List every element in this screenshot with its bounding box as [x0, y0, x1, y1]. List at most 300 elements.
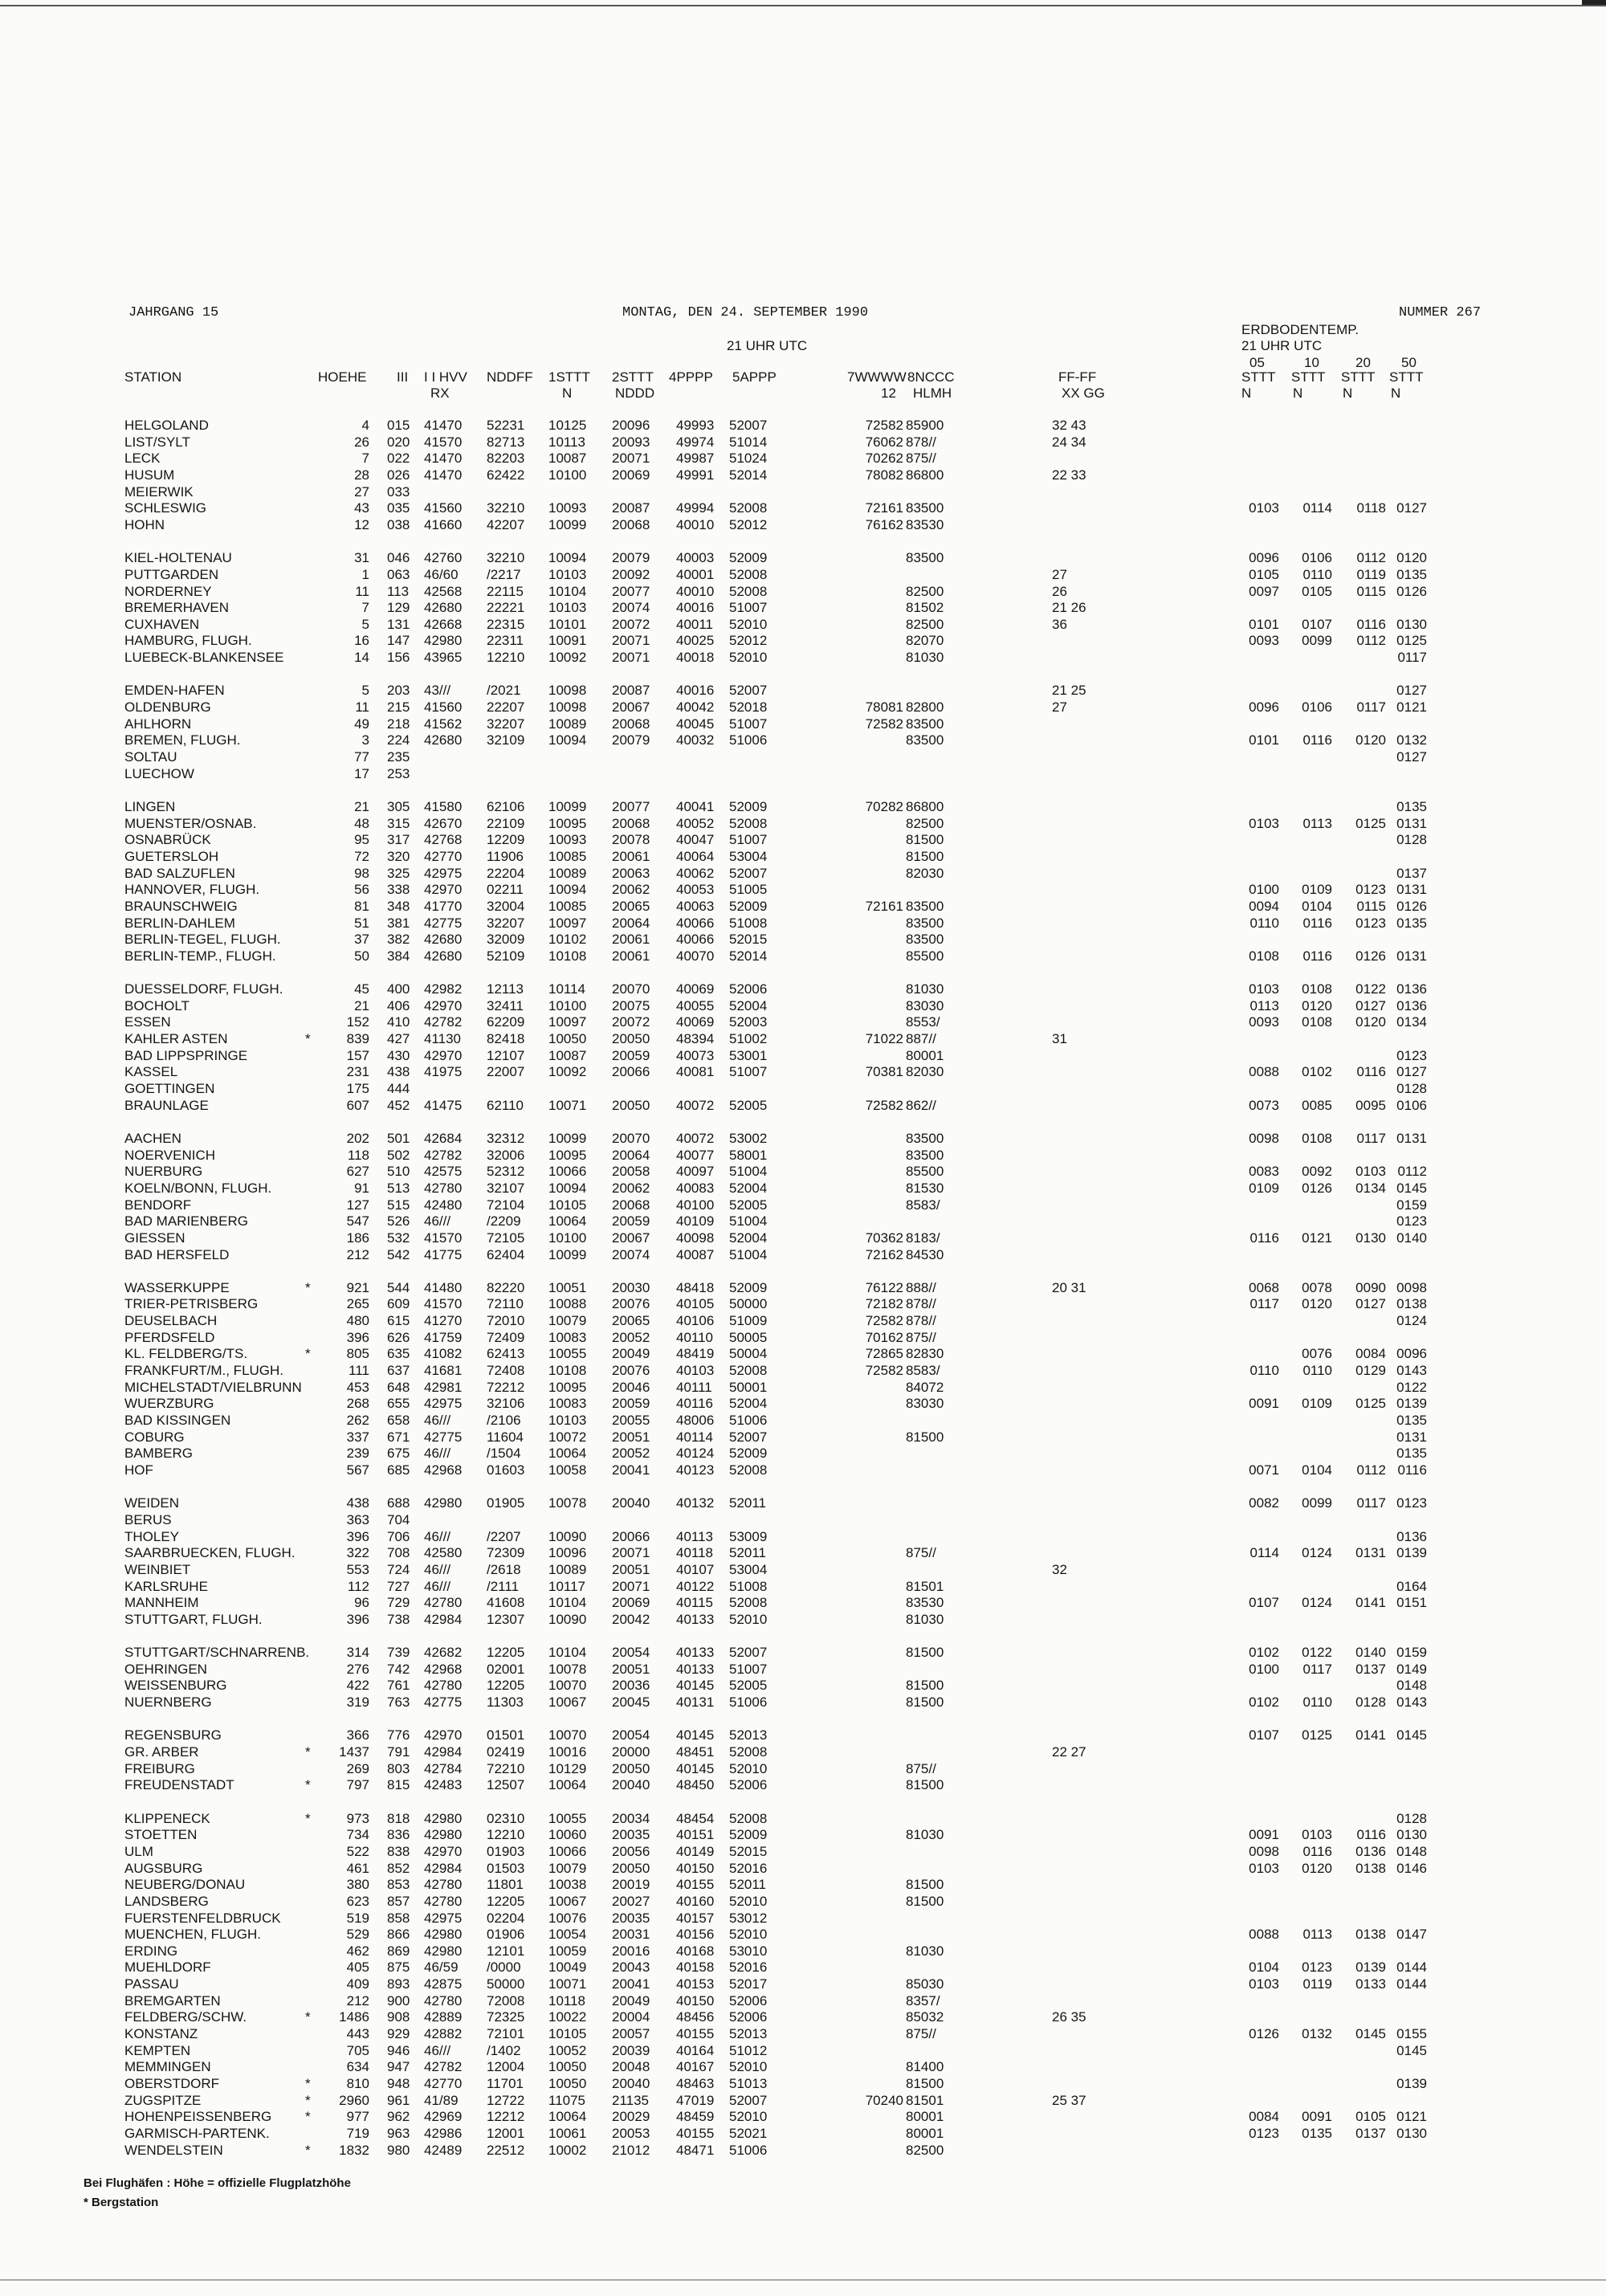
cell-nddff: /1504	[487, 1446, 521, 1462]
cell-ppp: 40097	[676, 1164, 715, 1180]
cell-iii: 727	[387, 1578, 410, 1594]
cell-nddff: 02211	[487, 882, 524, 898]
cell-stt2: 20092	[612, 566, 650, 582]
cell-nddff: 52109	[487, 948, 525, 964]
cell-ww: 72582	[865, 716, 903, 732]
cell-iihvv: 42980	[424, 1943, 463, 1959]
cell-ncc: 81400	[906, 2059, 944, 2075]
cell-stt2: 20077	[612, 798, 650, 814]
cell-hoehe: 202	[346, 1130, 369, 1146]
cell-ww: 78081	[865, 699, 903, 716]
cell-stt1: 10064	[548, 2109, 587, 2125]
cell-iii: 015	[387, 418, 410, 433]
cell-hoehe: 268	[346, 1396, 369, 1412]
cell-stt2: 20016	[612, 1943, 650, 1959]
cell-hoehe: 91	[354, 1180, 369, 1196]
cell-nddff: 32109	[487, 732, 525, 748]
cell-hoehe: 1	[361, 566, 369, 582]
cell-iii: 022	[387, 451, 410, 467]
cell-app: 51004	[729, 1246, 768, 1262]
cell-ppp: 40073	[676, 1047, 715, 1063]
cell-hoehe: 337	[346, 1429, 369, 1445]
cell-ppp: 40001	[676, 566, 715, 582]
cell-app: 53001	[729, 1047, 768, 1063]
cell-stt1: 10102	[548, 932, 587, 948]
cell-nddff: 11906	[487, 848, 524, 864]
cell-name: AACHEN	[124, 1130, 181, 1146]
cell-stt1: 10099	[548, 516, 587, 532]
cell-app: 52003	[729, 1014, 768, 1030]
cell-stt1: 10050	[548, 2076, 587, 2091]
cell-stt1: 10054	[548, 1927, 587, 1943]
cell-app: 51007	[729, 716, 768, 732]
cell-e05: 0083	[1249, 1164, 1279, 1180]
cell-iihvv: 42775	[424, 1429, 463, 1445]
cell-stt2: 20075	[612, 997, 650, 1013]
cell-nddff: 12205	[487, 1893, 525, 1909]
table-row	[0, 451, 1606, 467]
table-row	[0, 567, 1606, 584]
cell-iii: 946	[387, 2042, 410, 2058]
cell-hoehe: 839	[346, 1031, 369, 1047]
cell-iii: 452	[387, 1097, 410, 1113]
cell-ppp: 48418	[676, 1279, 715, 1295]
cell-e05: 0102	[1249, 1694, 1279, 1711]
cell-name: MANNHEIM	[124, 1595, 199, 1611]
cell-app: 52016	[729, 1960, 768, 1976]
table-row	[0, 849, 1606, 866]
depth-05: 05	[1249, 355, 1265, 370]
cell-name: BREMEN, FLUGH.	[124, 732, 241, 748]
cell-name: GOETTINGEN	[124, 1081, 215, 1096]
cell-name: ULM	[124, 1843, 153, 1859]
cell-stt1: 10061	[548, 2125, 587, 2141]
cell-e50: 0106	[1396, 1097, 1427, 1113]
cell-e20: 0105	[1355, 2109, 1386, 2125]
cell-ncc: 84072	[906, 1379, 944, 1395]
col-n-50: N	[1391, 385, 1401, 401]
cell-nddff: 42207	[487, 516, 525, 532]
cell-iii: 438	[387, 1064, 410, 1080]
cell-iihvv: 42980	[424, 633, 463, 649]
cell-app: 52009	[729, 898, 768, 914]
cell-stt2: 20040	[612, 1495, 650, 1511]
cell-ncc: 81502	[906, 600, 944, 616]
cell-e50: 0132	[1396, 732, 1427, 748]
cell-ww: 72582	[865, 418, 903, 433]
cell-stt2: 20065	[612, 1313, 650, 1329]
cell-stt1: 10093	[548, 832, 587, 848]
cell-iihvv: 42670	[424, 815, 463, 831]
table-row	[0, 1877, 1606, 1894]
cell-stt1: 10064	[548, 1213, 587, 1230]
cell-app: 52009	[729, 1446, 768, 1462]
cell-iii: 739	[387, 1645, 410, 1661]
cell-nddff: 12107	[487, 1047, 525, 1063]
cell-app: 51002	[729, 1031, 768, 1047]
depth-50: 50	[1401, 355, 1416, 370]
cell-stt2: 20079	[612, 732, 650, 748]
cell-hoehe: 7	[361, 451, 369, 467]
cell-iii: 129	[387, 600, 410, 616]
table-row	[0, 2126, 1606, 2143]
cell-star: *	[305, 1031, 311, 1047]
table-row	[0, 1777, 1606, 1794]
table-row	[0, 1098, 1606, 1115]
cell-ncc: 81530	[906, 1180, 944, 1196]
cell-iihvv: 42981	[424, 1379, 463, 1395]
cell-app: 52008	[729, 566, 768, 582]
cell-iii: 852	[387, 1860, 410, 1876]
cell-nddff: 22315	[487, 616, 525, 632]
cell-nddff: 02204	[487, 1910, 525, 1926]
cell-name: PUTTGARDEN	[124, 566, 219, 582]
cell-ncc: 878//	[906, 434, 936, 450]
table-row	[0, 2009, 1606, 2026]
cell-stt2: 20040	[612, 2076, 650, 2091]
cell-stt1: 10098	[548, 683, 587, 699]
cell-e10: 0099	[1302, 633, 1332, 649]
cell-hoehe: 921	[346, 1279, 369, 1295]
cell-e20: 0117	[1356, 699, 1386, 716]
cell-e10: 0120	[1302, 997, 1332, 1013]
cell-iii: 131	[387, 616, 410, 632]
col-hoehe: HOEHE	[318, 369, 367, 385]
cell-e50: 0145	[1396, 1727, 1427, 1743]
cell-app: 52010	[729, 616, 768, 632]
cell-stt2: 20056	[612, 1843, 650, 1859]
cell-hoehe: 276	[346, 1661, 369, 1677]
cell-e50: 0117	[1397, 650, 1427, 666]
cell-stt2: 20029	[612, 2109, 650, 2125]
cell-ww: 70362	[865, 1230, 903, 1246]
cell-hoehe: 45	[354, 981, 369, 997]
observation-time: 21 UHR UTC	[727, 338, 808, 353]
cell-stt2: 20049	[612, 1346, 650, 1362]
cell-ncc: 81501	[906, 1578, 944, 1594]
cell-ncc: 81030	[906, 1827, 944, 1843]
cell-stt1: 10093	[548, 500, 587, 516]
cell-app: 50001	[729, 1379, 768, 1395]
cell-nddff: 32006	[487, 1147, 525, 1163]
cell-stt2: 20034	[612, 1810, 650, 1826]
cell-hoehe: 396	[346, 1611, 369, 1627]
cell-e20: 0137	[1355, 1661, 1386, 1677]
cell-iihvv: 42875	[424, 1976, 463, 1992]
cell-e05: 0096	[1249, 550, 1279, 566]
cell-hoehe: 72	[354, 848, 369, 864]
cell-stt2: 20055	[612, 1413, 650, 1428]
cell-iihvv: 42970	[424, 1727, 463, 1743]
cell-name: KL. FELDBERG/TS.	[124, 1346, 248, 1362]
cell-name: GARMISCH-PARTENK.	[124, 2125, 270, 2141]
cell-iihvv: 42568	[424, 583, 463, 599]
cell-name: MUENCHEN, FLUGH.	[124, 1927, 262, 1943]
cell-ncc: 875//	[906, 1329, 936, 1345]
cell-e50: 0138	[1396, 1296, 1427, 1312]
cell-hoehe: 462	[346, 1943, 369, 1959]
cell-stt2: 20041	[612, 1462, 650, 1478]
cell-name: BREMGARTEN	[124, 1992, 221, 2008]
cell-stt2: 20059	[612, 1396, 650, 1412]
cell-e50: 0121	[1396, 2109, 1427, 2125]
cell-stt2: 20074	[612, 600, 650, 616]
col-hlmh: HLMH	[913, 385, 952, 401]
cell-e10: 0106	[1302, 550, 1332, 566]
cell-nddff: 01905	[487, 1495, 525, 1511]
cell-e50: 0130	[1396, 616, 1427, 632]
table-row	[0, 766, 1606, 783]
cell-iihvv: 42680	[424, 948, 463, 964]
cell-name: HAMBURG, FLUGH.	[124, 633, 252, 649]
cell-ppp: 40149	[676, 1843, 715, 1859]
cell-name: BAD KISSINGEN	[124, 1413, 231, 1428]
cell-e10: 0107	[1302, 616, 1332, 632]
cell-e50: 0128	[1396, 832, 1427, 848]
footnote-mountain: * Bergstation	[84, 2196, 159, 2209]
cell-e50: 0127	[1396, 1064, 1427, 1080]
cell-hoehe: 27	[354, 483, 369, 500]
cell-stt2: 20063	[612, 865, 650, 881]
cell-iihvv: 46///	[424, 1213, 451, 1230]
cell-e50: 0164	[1396, 1578, 1427, 1594]
cell-iihvv: 41562	[424, 716, 463, 732]
cell-e50: 0135	[1396, 915, 1427, 931]
cell-e50: 0131	[1396, 948, 1427, 964]
cell-ppp: 40041	[676, 798, 715, 814]
table-row	[0, 1346, 1606, 1363]
cell-stt1: 10105	[548, 1197, 587, 1213]
cell-hoehe: 396	[346, 1528, 369, 1544]
cell-hoehe: 152	[346, 1014, 369, 1030]
col-1sttt-n: N	[562, 385, 573, 401]
cell-hoehe: 51	[354, 915, 369, 931]
top-border-line	[0, 5, 1606, 6]
cell-name: BAD SALZUFLEN	[124, 865, 235, 881]
cell-iii: 836	[387, 1827, 410, 1843]
table-row	[0, 584, 1606, 601]
cell-app: 52008	[729, 1462, 768, 1478]
cell-e20: 0115	[1356, 583, 1386, 599]
cell-iii: 026	[387, 467, 410, 483]
cell-hoehe: 319	[346, 1694, 369, 1711]
cell-e10: 0116	[1302, 915, 1332, 931]
cell-ww: 78082	[865, 467, 903, 483]
cell-stt1: 10022	[548, 2009, 587, 2025]
table-row	[0, 1976, 1606, 1993]
table-row	[0, 932, 1606, 948]
cell-ncc: 81500	[906, 1429, 944, 1445]
cell-e20: 0119	[1356, 566, 1386, 582]
cell-ff: 26	[1052, 583, 1067, 599]
cell-app: 51014	[729, 434, 768, 450]
cell-stt2: 20040	[612, 1777, 650, 1793]
cell-ncc: 83500	[906, 550, 944, 566]
cell-nddff: 12209	[487, 832, 525, 848]
cell-name: CUXHAVEN	[124, 616, 200, 632]
cell-ppp: 40133	[676, 1611, 715, 1627]
cell-name: AHLHORN	[124, 716, 192, 732]
cell-stt1: 10104	[548, 1595, 587, 1611]
cell-stt1: 10085	[548, 898, 587, 914]
cell-ncc: 875//	[906, 451, 936, 467]
cell-stt1: 10085	[548, 848, 587, 864]
footnote-airports: Bei Flughäfen : Höhe = offizielle Flugplatzhöhe	[84, 2176, 351, 2190]
cell-ncc: 81500	[906, 832, 944, 848]
cell-app: 52015	[729, 932, 768, 948]
cell-iihvv: 41082	[424, 1346, 463, 1362]
col-sttt-20: STTT	[1341, 369, 1376, 385]
cell-e05: 0110	[1249, 1363, 1279, 1379]
cell-ncc: 83500	[906, 915, 944, 931]
cell-ncc: 81501	[906, 2092, 944, 2108]
cell-ff: 25 37	[1052, 2092, 1086, 2108]
cell-iihvv: 42680	[424, 600, 463, 616]
cell-hoehe: 529	[346, 1927, 369, 1943]
cell-stt2: 20051	[612, 1661, 650, 1677]
cell-stt1: 10050	[548, 1031, 587, 1047]
col-7wwww: 7WWWW	[847, 369, 907, 385]
cell-ncc: 81030	[906, 981, 944, 997]
cell-ncc: 83030	[906, 997, 944, 1013]
cell-app: 52013	[729, 2026, 768, 2042]
cell-nddff: 02001	[487, 1661, 525, 1677]
cell-iihvv: 42970	[424, 1843, 463, 1859]
cell-iihvv: 42968	[424, 1661, 463, 1677]
cell-hoehe: 186	[346, 1230, 369, 1246]
cell-ppp: 40114	[676, 1429, 714, 1445]
cell-star: *	[305, 1346, 311, 1362]
cell-name: LECK	[124, 451, 161, 467]
top-corner-mark	[1582, 0, 1606, 5]
cell-iii: 635	[387, 1346, 410, 1362]
cell-stt2: 20071	[612, 451, 650, 467]
cell-iii: 706	[387, 1528, 410, 1544]
cell-ncc: 83500	[906, 1130, 944, 1146]
cell-e20: 0125	[1355, 1396, 1386, 1412]
cell-ppp: 40155	[676, 2026, 715, 2042]
cell-nddff: 32107	[487, 1180, 525, 1196]
cell-iihvv: 41560	[424, 699, 463, 716]
cell-stt2: 20067	[612, 699, 650, 716]
cell-iihvv: 42984	[424, 1611, 463, 1627]
cell-name: MUENSTER/OSNAB.	[124, 815, 257, 831]
cell-e05: 0068	[1249, 1279, 1279, 1295]
cell-e50: 0130	[1396, 1827, 1427, 1843]
cell-stt1: 10101	[548, 616, 587, 632]
cell-ppp: 40025	[676, 633, 715, 649]
cell-stt1: 10049	[548, 1960, 587, 1976]
cell-ppp: 40106	[676, 1313, 715, 1329]
cell-stt2: 20050	[612, 1760, 650, 1776]
cell-name: KASSEL	[124, 1064, 178, 1080]
cell-stt2: 20051	[612, 1429, 650, 1445]
cell-ppp: 47019	[676, 2092, 715, 2108]
cell-stt2: 20054	[612, 1727, 650, 1743]
col-nddd: NDDD	[615, 385, 655, 401]
cell-e10: 0135	[1302, 2125, 1332, 2141]
cell-nddff: 41608	[487, 1595, 525, 1611]
cell-ff: 22 27	[1052, 1744, 1086, 1760]
cell-nddff: 01501	[487, 1727, 525, 1743]
cell-app: 52007	[729, 865, 768, 881]
cell-ppp: 40105	[676, 1296, 715, 1312]
cell-stt1: 10067	[548, 1694, 587, 1711]
cell-iihvv: 42882	[424, 2026, 463, 2042]
cell-iii: 532	[387, 1230, 410, 1246]
table-row	[0, 2093, 1606, 2110]
cell-iii: 962	[387, 2109, 410, 2125]
cell-e05: 0101	[1249, 732, 1279, 748]
cell-e05: 0105	[1249, 566, 1279, 582]
cell-ppp: 40062	[676, 865, 715, 881]
cell-hoehe: 567	[346, 1462, 369, 1478]
cell-hoehe: 31	[354, 550, 369, 566]
cell-e10: 0120	[1302, 1296, 1332, 1312]
cell-iihvv: 42980	[424, 1495, 463, 1511]
cell-e10: 0104	[1302, 898, 1332, 914]
cell-stt2: 20071	[612, 1578, 650, 1594]
cell-iii: 869	[387, 1943, 410, 1959]
cell-e50: 0096	[1396, 1346, 1427, 1362]
cell-e20: 0084	[1355, 1346, 1386, 1362]
cell-hoehe: 98	[354, 865, 369, 881]
cell-iihvv: 42780	[424, 1992, 463, 2008]
cell-iii: 406	[387, 997, 410, 1013]
cell-iihvv: 42480	[424, 1197, 463, 1213]
cell-e50: 0116	[1397, 1462, 1427, 1478]
cell-ww: 70282	[865, 798, 903, 814]
cell-hoehe: 7	[361, 600, 369, 616]
cell-e20: 0120	[1355, 732, 1386, 748]
cell-e05: 0073	[1249, 1097, 1279, 1113]
cell-stt1: 10108	[548, 948, 587, 964]
table-row	[0, 1595, 1606, 1612]
cell-stt1: 10089	[548, 865, 587, 881]
cell-e05: 0096	[1249, 699, 1279, 716]
cell-iii: 400	[387, 981, 410, 997]
cell-ppp: 40047	[676, 832, 715, 848]
cell-iii: 815	[387, 1777, 410, 1793]
cell-ppp: 40107	[676, 1561, 715, 1577]
cell-name: SCHLESWIG	[124, 500, 207, 516]
cell-hoehe: 314	[346, 1645, 369, 1661]
cell-app: 52008	[729, 815, 768, 831]
cell-ff: 27	[1052, 699, 1067, 716]
cell-hoehe: 17	[354, 765, 369, 781]
cell-star: *	[305, 1279, 311, 1295]
cell-stt1: 10114	[548, 981, 586, 997]
cell-ncc: 81500	[906, 1678, 944, 1694]
cell-stt1: 10125	[548, 418, 587, 433]
cell-ncc: 878//	[906, 1296, 936, 1312]
cell-e20: 0127	[1355, 997, 1386, 1013]
cell-ppp: 40145	[676, 1760, 715, 1776]
cell-ppp: 40150	[676, 1860, 715, 1876]
cell-hoehe: 2960	[339, 2092, 369, 2108]
cell-iii: 675	[387, 1446, 410, 1462]
cell-ppp: 48006	[676, 1413, 715, 1428]
cell-iihvv: 42668	[424, 616, 463, 632]
cell-hoehe: 522	[346, 1843, 369, 1859]
cell-stt2: 21012	[612, 2142, 650, 2158]
cell-e50: 0159	[1396, 1197, 1427, 1213]
cell-ncc: 8183/	[906, 1230, 940, 1246]
cell-iihvv: 41570	[424, 1230, 463, 1246]
table-row	[0, 1579, 1606, 1596]
cell-hoehe: 634	[346, 2059, 369, 2075]
cell-ww: 76162	[865, 516, 903, 532]
